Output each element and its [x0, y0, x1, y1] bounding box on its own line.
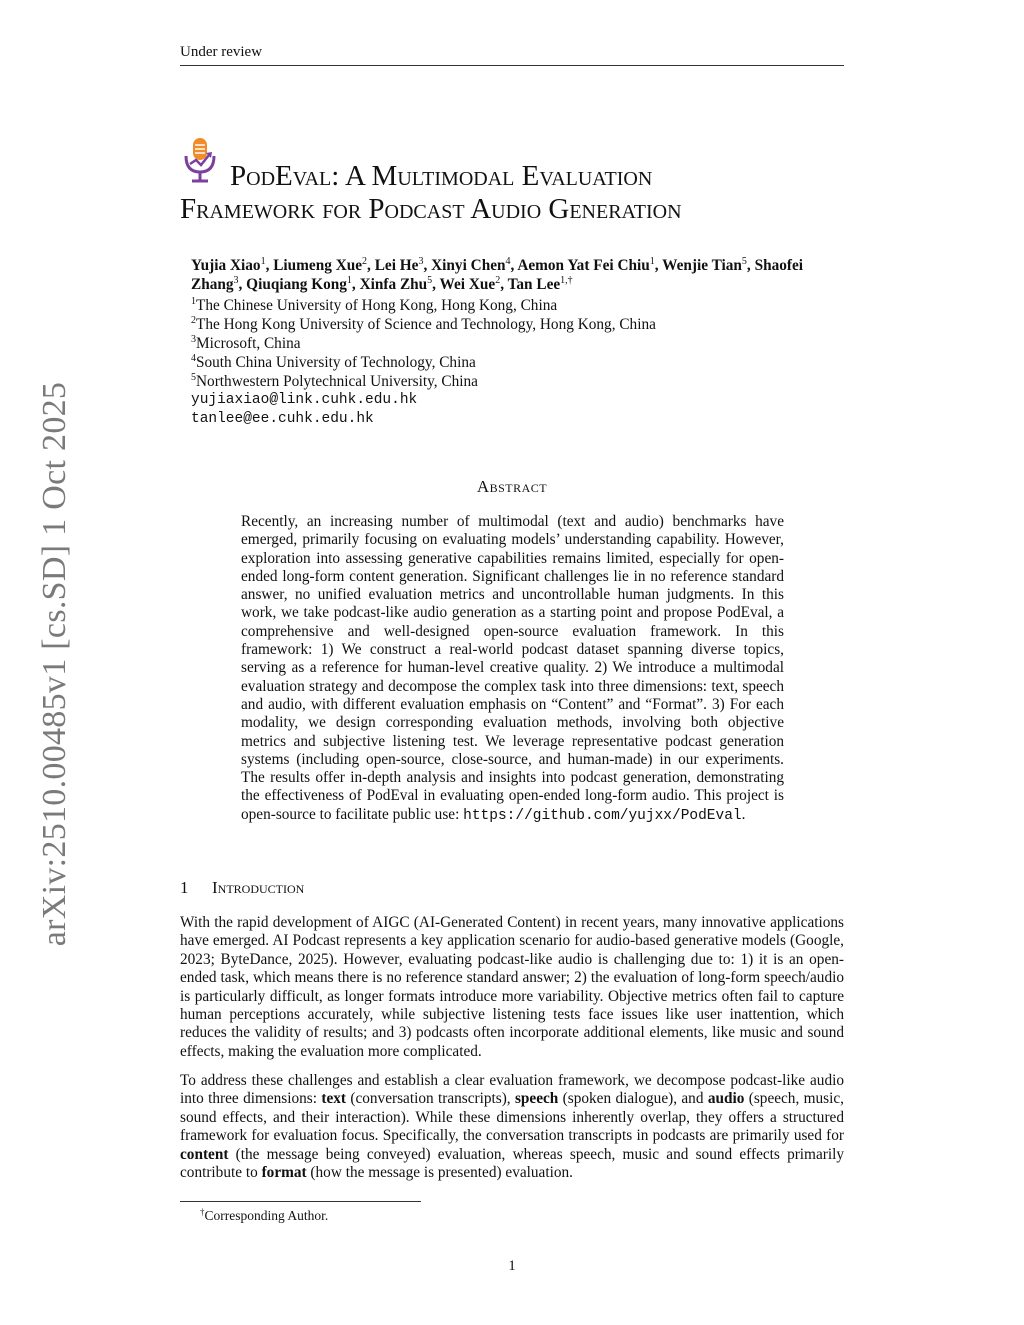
affiliation	[191, 296, 656, 315]
author-name: Liumeng Xue	[273, 257, 363, 274]
author-name: Xinfa Zhu	[359, 276, 428, 293]
title-line-2: Framework for Podcast Audio Generation	[180, 193, 682, 225]
author-affiliation-mark: 2	[495, 275, 501, 286]
affiliation-number: 5	[191, 372, 196, 383]
author-affiliation-mark: 1	[649, 256, 655, 267]
p2-text: (the message being conveyed) evaluation, whereas speech, music and sound effects primarily contribute to	[180, 1145, 844, 1182]
affiliation-number: 1	[191, 296, 196, 307]
author-name: Shaofei Zhang	[191, 257, 804, 293]
author-affiliation-mark: 4	[505, 256, 511, 267]
affiliation-number: 3	[191, 334, 196, 345]
section-title: Introduction	[212, 878, 305, 897]
affiliation-text: South China University of Technology, China	[196, 354, 476, 371]
abstract-text: Recently, an increasing number of multimodal (text and audio) benchmarks have emerged, primarily focusing on evaluating models’ understanding capability. However, exploration into assessing generative capabilities remains limited, especially for open-ended long-form content generation. Significant challenges lie in no reference standard answer, no unified evaluation metrics and uncontrollable human judgments. In this work, we take podcast-like audio generation as a starting point and propose PodEval, a comprehensive and well-designed open-source evaluation framework. In this framework: 1) We construct a real-world podcast dataset spanning diverse topics, serving as a reference for human-level creative quality. 2) We introduce a multimodal evaluation strategy and decompose the complex task into three dimensions: text, speech and audio, with different evaluation emphasis on “Content” and “Format”. 3) For each modality, we design corresponding evaluation methods, involving both objective metrics and subjective listening test. We leverage representative podcast generation systems (including open-source, close-source, and human-made) in our experiments. The results offer in-depth analysis and insights into podcast generation, demonstrating the effectiveness of PodEval in evaluating open-ended long-form audio. This project is open-source to facilitate public use:	[241, 513, 784, 823]
affiliation	[191, 315, 656, 334]
affiliation-text: Microsoft, China	[196, 335, 301, 352]
p2-bold-speech: speech	[514, 1090, 559, 1108]
footnote-mark: †	[200, 1207, 205, 1217]
intro-paragraph-2	[180, 1072, 844, 1182]
author-name: Tan Lee	[507, 276, 561, 293]
p2-text: (how the message is presented) evaluation.	[306, 1164, 573, 1182]
project-url-link[interactable]: https://github.com/yujxx/PodEval	[463, 807, 742, 824]
author-affiliation-mark: 1	[346, 275, 352, 286]
arxiv-identifier: arXiv:2510.00485v1 [cs.SD] 1 Oct 2025	[36, 381, 73, 947]
p2-text: (spoken dialogue), and	[558, 1090, 708, 1108]
affiliation-list	[191, 296, 656, 429]
footnote-text: Corresponding Author.	[204, 1208, 329, 1223]
p2-bold-text: text	[321, 1090, 347, 1108]
p2-bold-content: content	[180, 1145, 229, 1163]
author-name: Wei Xue	[439, 276, 496, 293]
page-number: 1	[508, 1258, 516, 1274]
intro-paragraph-1: With the rapid development of AIGC (AI-Generated Content) in recent years, many innovative applications have emerged. AI Podcast represents a key application scenario for audio-based generative models (Google, 2023; ByteDance, 2025). However, evaluating podcast-like audio is challenging due to: 1) it is an open-ended task, which means there is no reference standard answer; 2) the evaluation of long-form speech/audio is particularly difficult, as longer formats introduce more variability. Objective metrics often fail to capture human perceptions accurately, while subjective listening tests face issues like user inattention, which reduces the validity of results; and 3) podcasts often incorporate additional elements, like music and sound effects, making the evaluation more complicated.	[180, 914, 844, 1060]
affiliation-text: The Chinese University of Hong Kong, Hong Kong, China	[196, 297, 558, 314]
p2-text: (speech, music, sound effects, and their interaction). While these dimensions inherently overlap, they offers a structured framework for evaluation focus. Specifically, the conversation transcripts in podcasts are primarily used for	[180, 1090, 844, 1145]
title-line-1: PodEval: A Multimodal Evaluation	[230, 160, 653, 192]
email-2: tanlee@ee.cuhk.edu.hk	[191, 411, 374, 427]
running-head: Under review	[180, 44, 263, 60]
header-rule	[180, 65, 844, 66]
section-number: 1	[180, 878, 189, 897]
author-affiliation-mark: 3	[233, 275, 239, 286]
author-affiliation-mark: 5	[427, 275, 433, 286]
p2-text: To address these challenges and establish a clear evaluation framework, we decompose podcast-like audio into three dimensions:	[180, 1072, 844, 1108]
abstract-heading: Abstract	[476, 477, 548, 496]
affiliation-number: 4	[191, 353, 196, 364]
author-affiliation-mark: 5	[741, 256, 747, 267]
author-list: Yujia Xiao$^1$, Liumeng Xue$^2$, Lei He$^3$, Xinyi Chen$^4$, Aemon Yat Fei Chiu$^1$, Wenjie Tian$^5$, Shaofei Zhang$^3$, Qiuqiang Kong$^1$, Xinfa Zhu$^5$, Wei Xue$^2$, Tan Lee$^{1,\dagger}$	[191, 256, 804, 293]
affiliation	[191, 372, 656, 391]
abstract-end: .	[741, 805, 746, 823]
affiliation	[191, 334, 656, 353]
author-name: Aemon Yat Fei Chiu	[517, 257, 650, 274]
footnote-rule	[180, 1201, 421, 1202]
affiliation-text: The Hong Kong University of Science and Technology, Hong Kong, China	[196, 316, 656, 333]
abstract-body	[241, 513, 784, 825]
affiliation-text: Northwestern Polytechnical University, China	[196, 373, 478, 390]
p2-text: (conversation transcripts),	[346, 1090, 515, 1108]
author-name: Qiuqiang Kong	[246, 276, 347, 293]
author-name: Wenjie Tian	[662, 257, 742, 274]
author-name: Xinyi Chen	[431, 257, 506, 274]
author-name: Lei He	[374, 257, 419, 274]
footnote	[200, 1208, 328, 1224]
p2-bold-format: format	[261, 1164, 307, 1182]
author-affiliation-mark: 3	[418, 256, 424, 267]
section-heading-introduction	[180, 878, 304, 898]
affiliation-number: 2	[191, 315, 196, 326]
author-affiliation-mark: 1,†	[560, 275, 573, 286]
email-1: yujiaxiao@link.cuhk.edu.hk	[191, 392, 418, 408]
author-affiliation-mark: 1	[260, 256, 266, 267]
paper-title	[180, 160, 844, 226]
author-affiliation-mark: 2	[362, 256, 368, 267]
affiliations	[191, 296, 656, 391]
p2-bold-audio: audio	[707, 1090, 745, 1108]
affiliation	[191, 353, 656, 372]
author-name: Yujia Xiao	[191, 257, 261, 274]
